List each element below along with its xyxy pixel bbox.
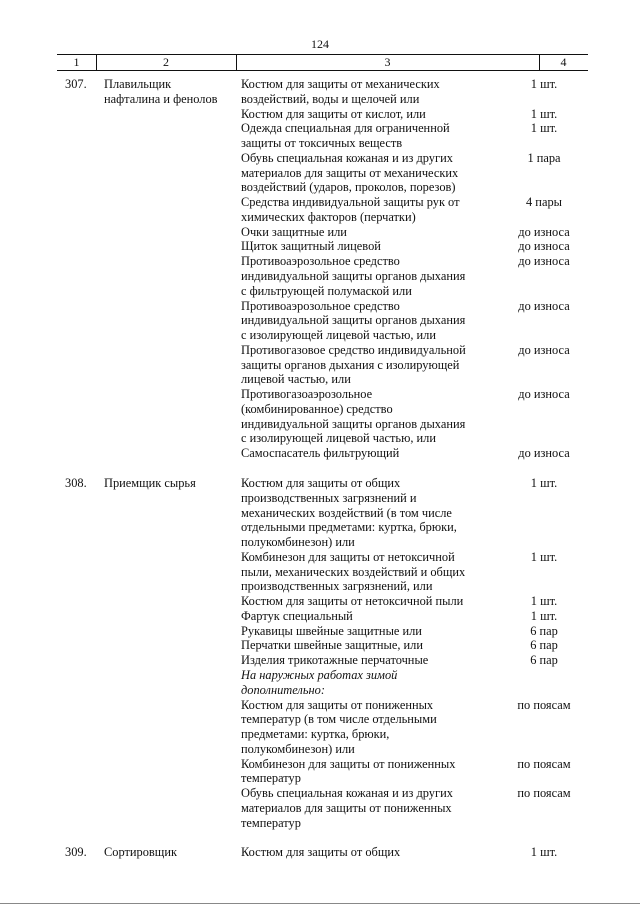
equipment-item: полукомбинезон) или [241, 741, 355, 756]
issue-norm: 6 пар [530, 623, 558, 638]
issue-norm: 1 шт. [530, 121, 558, 136]
issue-norm: до износа [518, 446, 570, 461]
issue-norm: 6 пар [530, 653, 558, 668]
equipment-item: индивидуальной защиты органов дыхания [241, 416, 466, 431]
issue-norm: 1 шт. [530, 106, 558, 121]
equipment-item: Щиток защитный лицевой [241, 239, 381, 254]
equipment-item: Костюм для защиты от кислот, или [241, 106, 426, 121]
equipment-item: материалов для защиты от механических [241, 165, 459, 180]
issue-norm: 1 шт. [530, 845, 558, 859]
equipment-item: Костюм для защиты от нетоксичной пыли [241, 594, 464, 609]
equipment-item: химических факторов (перчатки) [241, 209, 416, 224]
equipment-item: Средства индивидуальной защиты рук от [241, 195, 460, 210]
issue-norm: до износа [518, 239, 570, 254]
issue-norm: 4 пары [526, 195, 562, 210]
issue-norm: 1 шт. [530, 77, 558, 91]
equipment-item: производственных загрязнений, или [241, 579, 433, 594]
equipment-item: Противогазовое средство индивидуальной [241, 342, 466, 357]
equipment-item: (комбинированное) средство [241, 401, 393, 416]
issue-norm: до износа [518, 342, 570, 357]
equipment-item: полукомбинезон) или [241, 535, 355, 550]
row-number: 309. [65, 845, 87, 859]
equipment-item: Фартук специальный [241, 608, 353, 623]
equipment-item: производственных загрязнений и [241, 490, 417, 505]
equipment-item: защиты органов дыхания с изолирующей [241, 357, 460, 372]
equipment-item: отдельными предметами: куртка, брюки, [241, 520, 457, 535]
equipment-item: предметами: куртка, брюки, [241, 727, 390, 742]
issue-norm: по поясам [517, 786, 571, 801]
equipment-item: Обувь специальная кожаная и из других [241, 786, 453, 801]
issue-norm: до износа [518, 298, 570, 313]
equipment-item: температур (в том числе отдельными [241, 712, 437, 727]
equipment-item: температур [241, 815, 301, 830]
equipment-item: Комбинезон для защиты от пониженных [241, 756, 456, 771]
equipment-item: Костюм для защиты от общих [241, 845, 401, 859]
equipment-item: Противоаэрозольное средство [241, 298, 400, 313]
issue-norm: 1 шт. [530, 608, 558, 623]
page-number: 124 [311, 37, 329, 51]
equipment-item: температур [241, 771, 301, 786]
equipment-item: с изолирующей лицевой частью, или [241, 328, 436, 343]
equipment-item: воздействий (ударов, проколов, порезов) [241, 180, 456, 195]
equipment-item: Рукавицы швейные защитные или [241, 623, 422, 638]
column-header-2: 2 [163, 55, 169, 69]
job-title: Плавильщик [104, 77, 172, 91]
equipment-item: Одежда специальная для ограниченной [241, 121, 450, 136]
issue-norm: по поясам [517, 697, 571, 712]
issue-norm: до износа [518, 224, 570, 239]
equipment-item: Комбинезон для защиты от нетоксичной [241, 549, 455, 564]
issue-norm: по поясам [517, 756, 571, 771]
issue-norm: до износа [518, 254, 570, 269]
row-number: 307. [65, 77, 87, 91]
issue-norm: 6 пар [530, 638, 558, 653]
job-title: Сортировщик [104, 845, 177, 859]
page-bottom-edge [0, 903, 640, 904]
column-header-4: 4 [560, 55, 567, 69]
issue-norm: 1 шт. [530, 476, 558, 490]
equipment-item: механических воздействий (в том числе [241, 505, 452, 520]
job-title: Приемщик сырья [104, 476, 196, 490]
equipment-item: индивидуальной защиты органов дыхания [241, 313, 466, 328]
equipment-item: пыли, механических воздействий и общих [241, 564, 466, 579]
equipment-item: Костюм для защиты от общих [241, 476, 401, 490]
equipment-item: Костюм для защиты от механических [241, 77, 440, 91]
issue-norm: 1 шт. [530, 594, 558, 609]
issue-norm: до износа [518, 387, 570, 402]
equipment-item: Перчатки швейные защитные, или [241, 638, 423, 653]
equipment-item: защиты от токсичных веществ [241, 136, 403, 151]
equipment-item: с фильтрующей полумаской или [241, 283, 412, 298]
column-header-1: 1 [73, 55, 80, 69]
equipment-item: с изолирующей лицевой частью, или [241, 431, 436, 446]
row-number: 308. [65, 476, 87, 490]
section-note: дополнительно: [241, 682, 325, 697]
equipment-item: индивидуальной защиты органов дыхания [241, 269, 466, 283]
equipment-item: Изделия трикотажные перчаточные [241, 653, 429, 668]
equipment-item: Противоаэрозольное средство [241, 254, 400, 269]
table-header-row [57, 54, 588, 71]
job-title: нафталина и фенолов [104, 91, 218, 106]
equipment-item: воздействий, воды и щелочей или [241, 91, 420, 106]
equipment-item: Обувь специальная кожаная и из других [241, 150, 453, 165]
issue-norm: 1 шт. [530, 549, 558, 564]
equipment-item: Самоспасатель фильтрующий [241, 446, 400, 461]
equipment-item: материалов для защиты от пониженных [241, 800, 452, 815]
column-header-3: 3 [384, 55, 391, 69]
equipment-item: Костюм для защиты от пониженных [241, 697, 434, 712]
equipment-item: Противогазоаэрозольное [241, 387, 373, 402]
equipment-item: лицевой частью, или [241, 372, 351, 387]
equipment-item: Очки защитные или [241, 224, 347, 239]
section-note: На наружных работах зимой [241, 668, 398, 682]
issue-norm: 1 пара [527, 150, 561, 165]
